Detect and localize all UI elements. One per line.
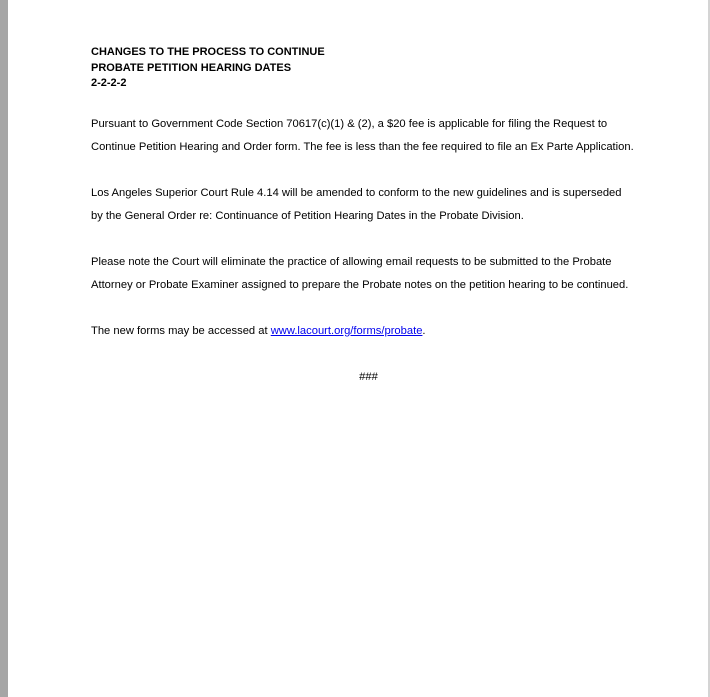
heading-line-2: PROBATE PETITION HEARING DATES: [91, 61, 292, 74]
document-body: [91, 45, 636, 389]
end-mark: ###: [359, 370, 378, 383]
left-window-edge: [0, 0, 8, 697]
heading-line-3: 2-2-2-2: [91, 77, 127, 89]
heading-line-1: CHANGES TO THE PROCESS TO CONTINUE: [91, 46, 325, 58]
document-heading: [91, 45, 636, 92]
forms-link[interactable]: www.lacourt.org/forms/probate: [270, 324, 423, 337]
forms-link-suffix: .: [422, 324, 426, 337]
paragraph-fee: Pursuant to Government Code Section 70617(c)(1) & (2), a $20 fee is applicable for filing the Request to Continue Petition Hearing and Order form. The fee is less than the fee required to file an Ex Parte Application.: [91, 117, 634, 153]
paragraph-email-requests: Please note the Court will eliminate the practice of allowing email requests to be submitted to the Probate Attorney or Probate Examiner assigned to prepare the Probate notes on the petition hearing to be continued.: [91, 255, 629, 291]
paragraph-court-rule: Los Angeles Superior Court Rule 4.14 will be amended to conform to the new guidelines and is superseded by the General Order re: Continuance of Petition Hearing Dates in the Probate Division.: [91, 186, 622, 222]
forms-link-prefix: The new forms may be accessed at: [91, 324, 271, 337]
paragraph-forms-link: [91, 320, 636, 343]
document-page: [8, 0, 708, 697]
